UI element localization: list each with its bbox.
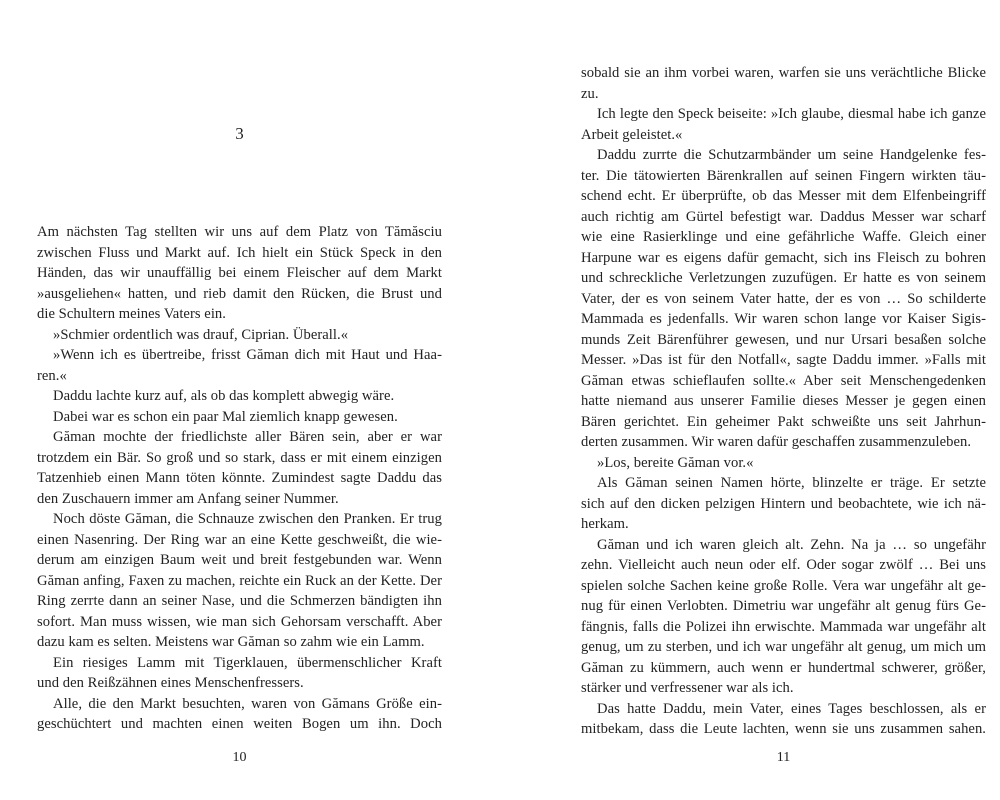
text-line: Găman anfing, Faxen zu machen, reichte ein Ruck an der Kette. Der xyxy=(37,572,442,589)
text-line: Găman etwas schieflaufen sollte.« Aber seit Menschengedenken xyxy=(581,372,986,389)
text-line: Dabei war es schon ein paar Mal ziemlich knapp gewesen. xyxy=(53,408,398,425)
text-line: Mammada es jedenfalls. Wir waren schon lange vor Kaiser Sigis- xyxy=(581,311,986,327)
text-line: Am nächsten Tag stellten wir uns auf dem Platz von Tămăsciu xyxy=(37,224,442,240)
text-line: Vater, der es von seinem Vater hatte, der es von … So schilderte xyxy=(581,290,986,307)
text-line: ren.« xyxy=(37,367,67,384)
text-line: Tatzenhieb einen Mann töten könnte. Zumindest sagte Daddu das xyxy=(37,470,442,486)
text-line: mitbekam, dass die Leute lachten, wenn sie uns zusammen sahen. xyxy=(581,721,986,737)
text-line: trotzdem ein Bär. So groß und so stark, dass er mit einem einzigen xyxy=(37,449,442,466)
text-line: stärker und verfressener war als ich. xyxy=(581,680,794,696)
text-line: den Zuschauern immer am Anfang seiner Nummer. xyxy=(37,490,339,507)
text-line: Alle, die den Markt besuchten, waren von Gămans Größe ein- xyxy=(53,695,442,712)
text-line: Das hatte Daddu, mein Vater, eines Tages beschlossen, als er xyxy=(597,700,986,717)
text-line: geschüchtert und machten einen weiten Bogen um ihn. Doch xyxy=(37,716,442,732)
text-line: die Schultern meines Vaters ein. xyxy=(37,306,226,322)
text-line: Messer. »Das ist für den Notfall«, sagte Daddu immer. »Falls mit xyxy=(581,352,986,368)
text-line: sofort. Man muss wissen, wie man sich Gehorsam verschafft. Aber xyxy=(37,613,442,630)
text-line: einen Nasenring. Der Ring war an eine Kette geschweißt, die wie- xyxy=(37,531,442,548)
text-line: »ausgeliehen« hatten, und rieb damit den Rücken, die Brust und xyxy=(37,285,442,302)
text-line: sich auf den dicken pelzigen Hintern und beobachtete, wie ich nä- xyxy=(581,495,986,512)
text-line: Ich legte den Speck beiseite: »Ich glaube, diesmal habe ich ganze xyxy=(597,106,986,122)
text-line: Händen, das wir unauffällig bei einem Fleischer auf dem Markt xyxy=(37,265,442,281)
text-line: fängnis, falls die Polizei ihn erwischte. Mammada war ungefähr alt xyxy=(581,618,986,635)
text-line: zwischen Fluss und Markt auf. Ich hielt ein Stück Speck in den xyxy=(37,244,442,261)
text-line: wie eine Rasierklinge und eine gefährliche Waffe. Gleich einer xyxy=(581,229,986,245)
text-line: Daddu lachte kurz auf, als ob das komplett abwegig wäre. xyxy=(53,388,395,404)
text-line: Găman mochte der friedlichste aller Bären sein, aber er war xyxy=(53,429,442,445)
text-line: dazu kam es selten. Meistens war Găman so zahm wie ein Lamm. xyxy=(37,634,425,650)
text-line: munds Zeit Bärenführer gewesen, und nur Ursari besaßen solche xyxy=(581,331,986,348)
text-line: ter. Die tätowierten Bärenkrallen auf seinen Fingern wirkten täu- xyxy=(581,167,986,184)
left-page-number: 10 xyxy=(232,750,247,765)
left-page-text xyxy=(37,222,442,735)
text-line: Bären gerichtet. Ein geheimer Pakt schweißte uns seit Jahrhun- xyxy=(581,413,986,430)
text-line: Noch döste Găman, die Schnauze zwischen den Pranken. Er trug xyxy=(53,511,442,527)
text-line: zehn. Vielleicht auch neun oder elf. Oder sogar zwölf … Bei uns xyxy=(581,557,986,573)
chapter-number: 3 xyxy=(235,124,244,143)
text-line: »Schmier ordentlich was drauf, Ciprian. Überall.« xyxy=(53,326,349,343)
text-line: Als Găman seinen Namen hörte, blinzelte er träge. Er setzte xyxy=(597,475,986,491)
right-page-text xyxy=(581,63,986,740)
text-line: sobald sie an ihm vorbei waren, warfen sie uns verächtliche Blicke xyxy=(581,65,986,81)
text-line: Găman zu kümmern, auch wenn er hundertmal schwerer, größer, xyxy=(581,659,986,676)
text-line: derten zusammen. Wir waren dafür geschaffen zusammenzuleben. xyxy=(581,434,972,450)
text-line: Harpune war es eigens dafür gemacht, sich ins Fleisch zu bohren xyxy=(581,249,986,266)
text-line: und den Reißzähnen eines Menschenfressers. xyxy=(37,675,304,691)
text-line: »Wenn ich es übertreibe, frisst Găman dich mit Haut und Haa- xyxy=(53,347,442,363)
text-line: Ring zerrte dann an seiner Nase, und die Schmerzen bändigten ihn xyxy=(37,593,442,609)
text-line: auch richtig am Gürtel befestigt war. Daddus Messer war scharf xyxy=(581,208,986,225)
text-line: nug für einen Verlobten. Dimetriu war ungefähr alt genug fürs Ge- xyxy=(581,598,986,614)
text-line: herkam. xyxy=(581,516,629,532)
right-page-number: 11 xyxy=(776,750,791,765)
text-line: genug, um zu sterben, und ich war ungefähr alt genug, um mich um xyxy=(581,639,986,655)
text-line: Găman und ich waren gleich alt. Zehn. Na ja … so ungefähr xyxy=(597,536,986,553)
text-line: spielen solche Sachen keine große Rolle. Vera war ungefähr alt ge- xyxy=(581,577,986,594)
text-line: Ein riesiges Lamm mit Tigerklauen, übermenschlicher Kraft xyxy=(53,654,442,671)
text-line: schend echt. Er überprüfte, ob das Messer mit dem Elfenbeingriff xyxy=(581,188,986,204)
text-line: Arbeit geleistet.« xyxy=(581,126,683,143)
text-line: zu. xyxy=(581,85,599,102)
text-line: Daddu zurrte die Schutzarmbänder um seine Handgelenke fes- xyxy=(597,147,986,163)
text-line: hatte niemand aus unserer Familie dieses Messer je gegen einen xyxy=(581,393,986,409)
text-line: derum am einzigen Baum weit und breit festgebunden war. Wenn xyxy=(37,552,442,568)
text-line: »Los, bereite Găman vor.« xyxy=(597,454,754,471)
right-page xyxy=(500,0,1000,800)
text-line: und schreckliche Verletzungen zuzufügen. Er hatte es von seinem xyxy=(581,270,986,286)
